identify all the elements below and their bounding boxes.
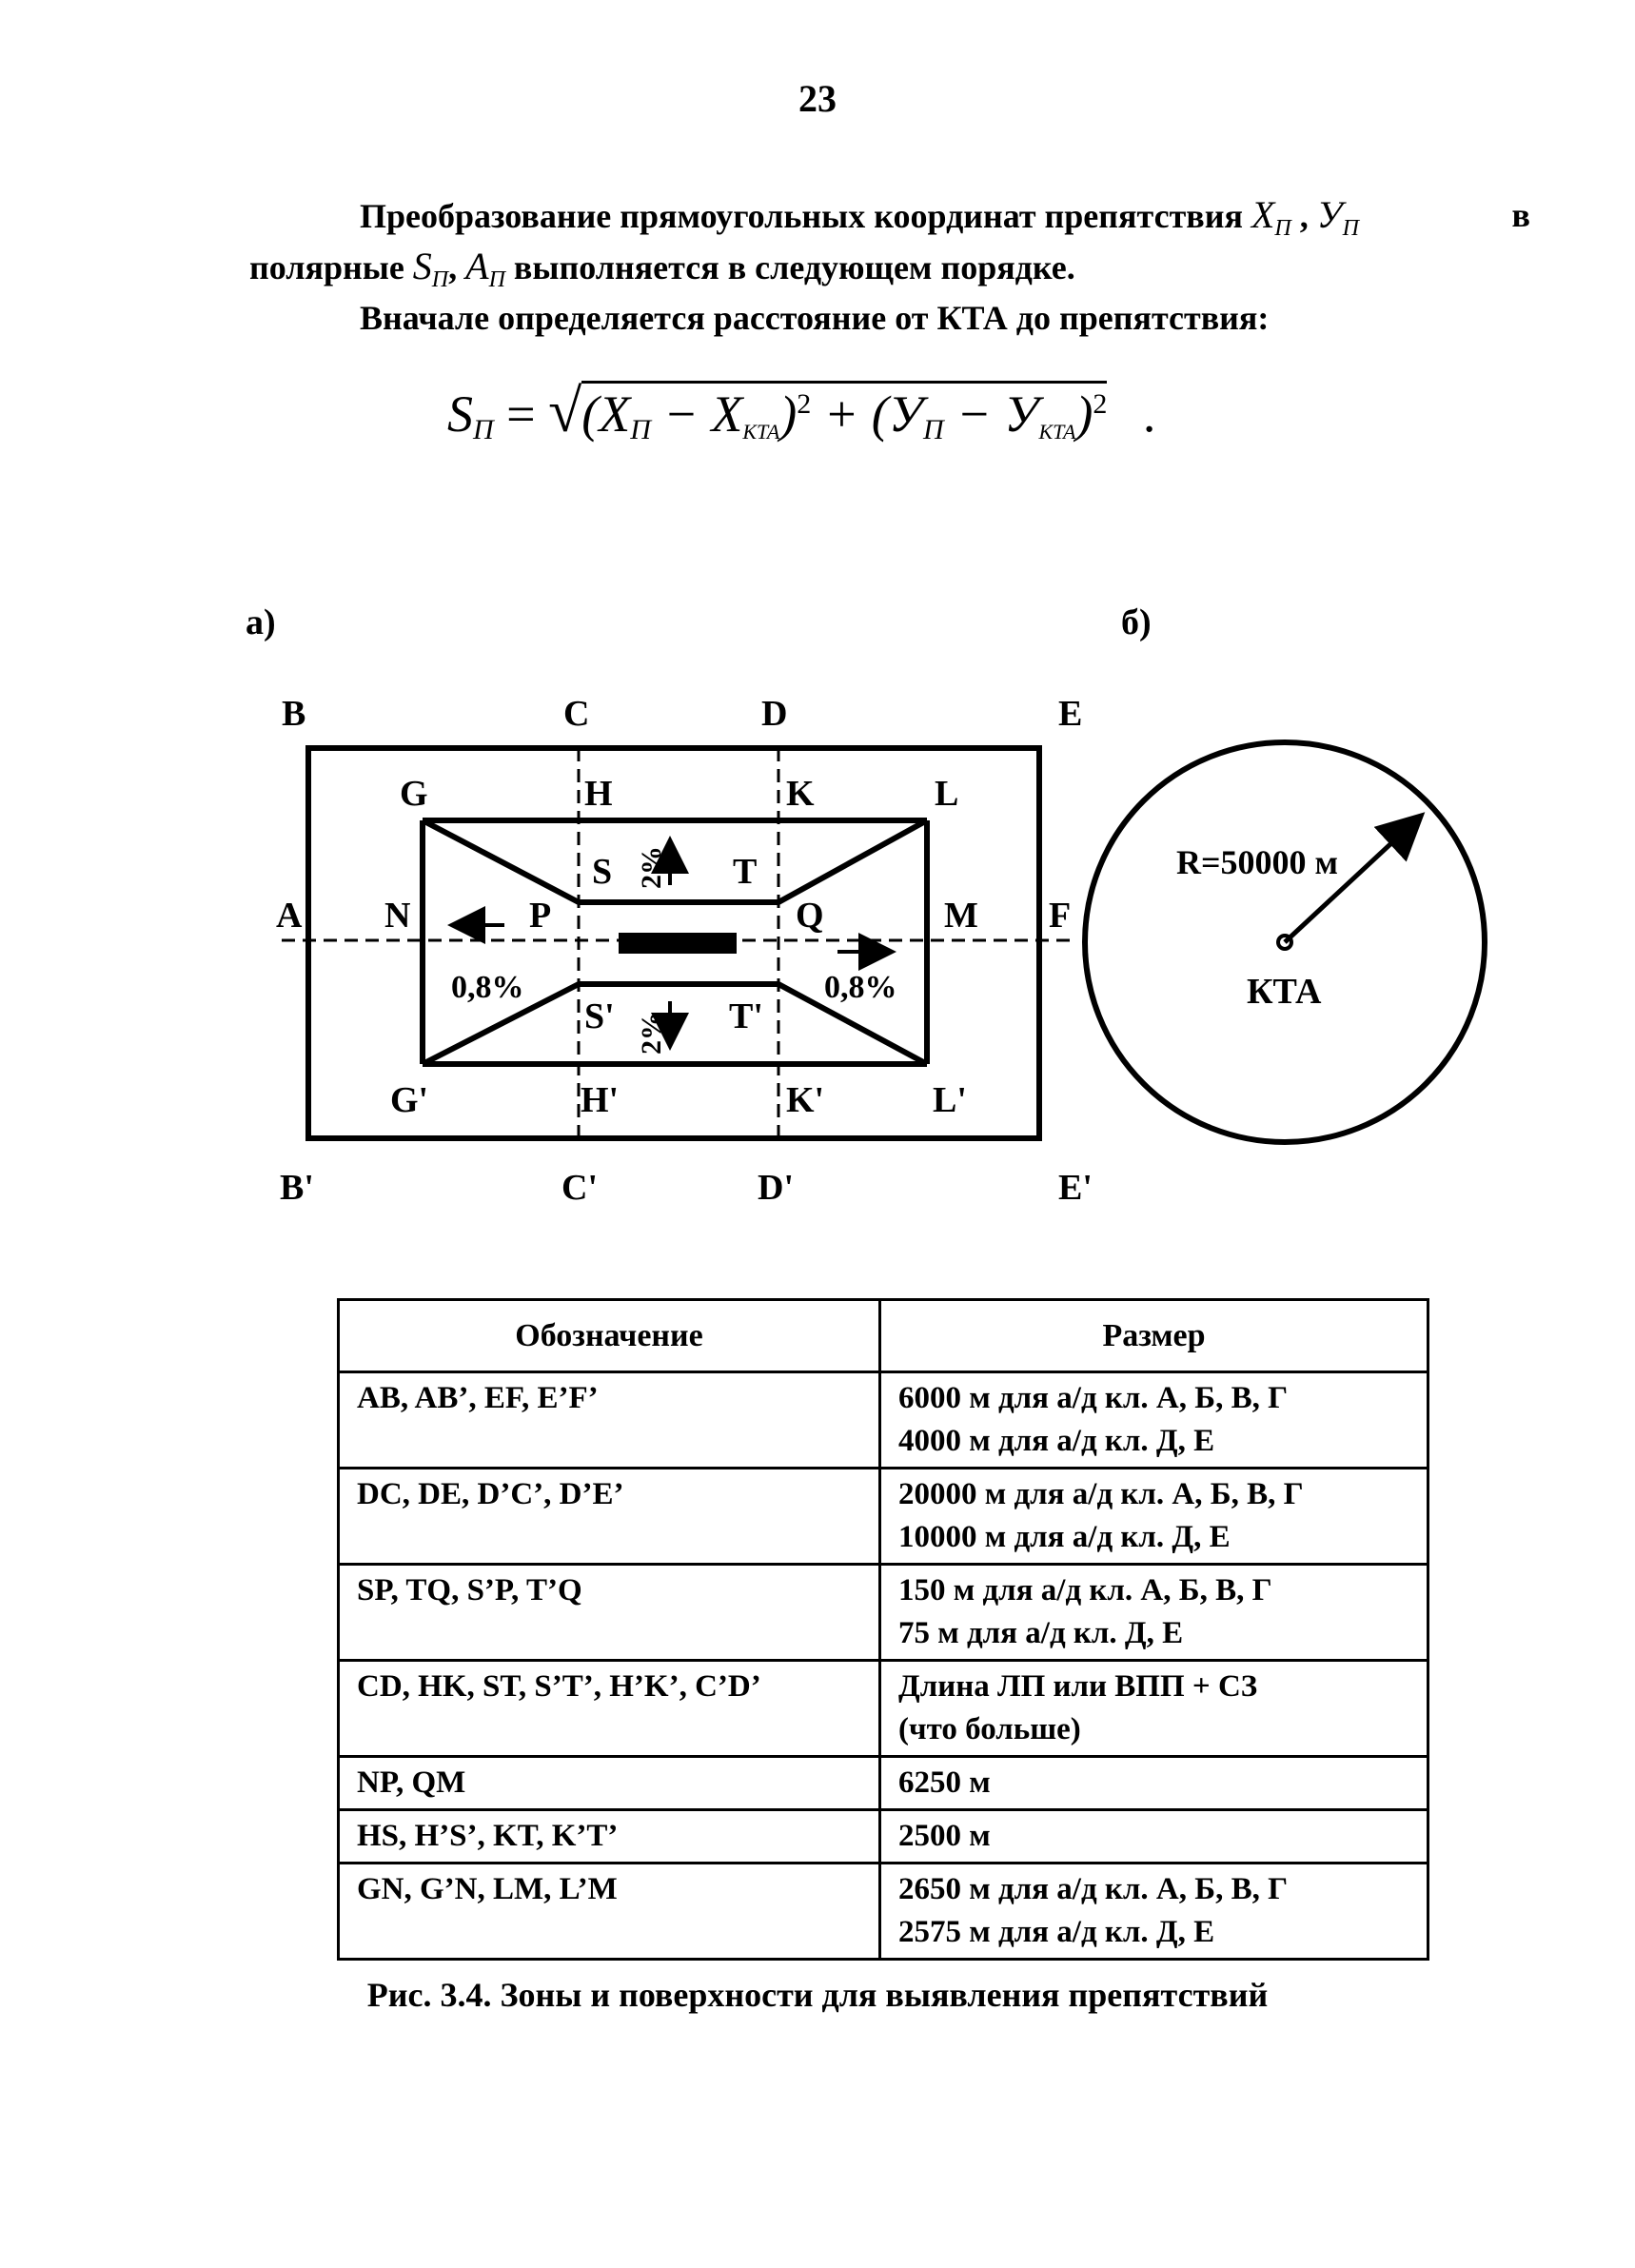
label-D-prime: D' [758,1168,794,1208]
size-cell [880,1469,1428,1565]
size-line: 4000 м для а/д кл. Д, Е [898,1424,1215,1458]
label-T-prime: T' [729,996,763,1036]
size-cell [880,1565,1428,1661]
table-row [339,1565,1428,1661]
size-cell [880,1810,1428,1864]
polar-tail: выполняется в следующем порядке. [513,248,1075,286]
distance-formula: $S_П = √(X_П - X_{КТА})^2 + (У_П - У_{КТА})^2$ . [447,377,1156,445]
label-C-prime: C' [561,1168,598,1208]
label-S-prime: S' [584,996,615,1036]
column-header-size: Размер [880,1300,1428,1372]
size-line: 150 м для а/д кл. А, Б, В, Г [898,1573,1272,1607]
slope-right: 0,8% [824,970,897,1005]
y-symbol: $У_П$ [1316,193,1359,241]
radius-label: R=50000 м [1176,843,1339,881]
size-line: 10000 м для а/д кл. Д, Е [898,1520,1231,1554]
designation-cell: GN, G’N, LM, L’M [339,1864,880,1960]
label-T: T [733,852,758,892]
size-cell [880,1757,1428,1810]
label-L-prime: L' [933,1080,967,1120]
page-number: 23 [798,77,837,120]
s-symbol: $S_П$ [412,245,449,292]
size-cell [880,1661,1428,1757]
intro-text: Преобразование прямоугольных координат препятствия [360,197,1243,235]
slope-side-bottom: 2% [636,1012,667,1055]
table-row [339,1757,1428,1810]
label-Q: Q [796,896,824,936]
figure-caption: Рис. 3.4. Зоны и поверхности для выявления препятствий [366,1976,1269,2014]
size-line: 6250 м [898,1765,991,1800]
size-cell [880,1372,1428,1469]
label-B-prime: B' [280,1168,314,1208]
designation-cell: NP, QM [339,1757,880,1810]
table-row [339,1372,1428,1469]
figure-a-label: а) [246,602,276,642]
label-K-prime: K' [786,1080,825,1120]
label-B: B [282,694,306,734]
paragraph-polar: полярные $S_П$, $A_П$ выполняется в следующем порядке. [249,245,1075,292]
size-line: 2650 м для а/д кл. А, Б, В, Г [898,1872,1289,1906]
runway [619,933,737,954]
label-E-prime: E' [1058,1168,1093,1208]
polar-lead: полярные [249,248,404,286]
size-line: Длина ЛП или ВПП + СЗ [898,1669,1258,1704]
size-line: 75 м для а/д кл. Д, Е [898,1616,1184,1650]
table-header-row [339,1300,1428,1372]
table-row [339,1661,1428,1757]
label-G: G [400,774,428,814]
figure-b-label: б) [1121,602,1152,642]
column-header-designation: Обозначение [339,1300,880,1372]
label-S: S [592,852,613,892]
size-line: 20000 м для а/д кл. А, Б, В, Г [898,1477,1304,1511]
designation-cell: DC, DE, D’C’, D’E’ [339,1469,880,1565]
paragraph-distance: Вначале определяется расстояние от КТА до препятствия: [360,299,1270,337]
label-L: L [935,774,959,814]
slope-left: 0,8% [451,970,524,1005]
label-G-prime: G' [390,1080,429,1120]
slope-side-top: 2% [636,846,667,889]
label-M: M [944,896,978,936]
size-line: 2575 м для а/д кл. Д, Е [898,1915,1215,1949]
label-E: E [1058,694,1083,734]
comma: , [1299,197,1309,235]
size-cell [880,1864,1428,1960]
label-A: A [276,896,303,936]
table-row [339,1810,1428,1864]
label-N: N [384,896,411,936]
designation-cell: AB, AB’, EF, E’F’ [339,1372,880,1469]
label-K: K [786,774,815,814]
size-line: 2500 м [898,1819,991,1853]
size-line: (что больше) [898,1712,1081,1746]
size-line: 6000 м для а/д кл. А, Б, В, Г [898,1381,1289,1415]
designation-cell: CD, HK, ST, S’T’, H’K’, C’D’ [339,1661,880,1757]
intro-tail: в [1511,196,1530,234]
label-F: F [1049,896,1072,936]
kta-label: КТА [1247,972,1322,1012]
table-row [339,1864,1428,1960]
label-C: C [563,694,590,734]
label-H: H [584,774,613,814]
table-row [339,1469,1428,1565]
label-D: D [761,694,788,734]
label-P: P [529,896,552,936]
label-H-prime: H' [581,1080,620,1120]
a-symbol: $A_П$ [465,245,505,292]
dimensions-table [337,1298,1429,1961]
x-symbol: $X_П$ [1251,193,1291,241]
designation-cell: HS, H’S’, KT, K’T’ [339,1810,880,1864]
designation-cell: SP, TQ, S’P, T’Q [339,1565,880,1661]
